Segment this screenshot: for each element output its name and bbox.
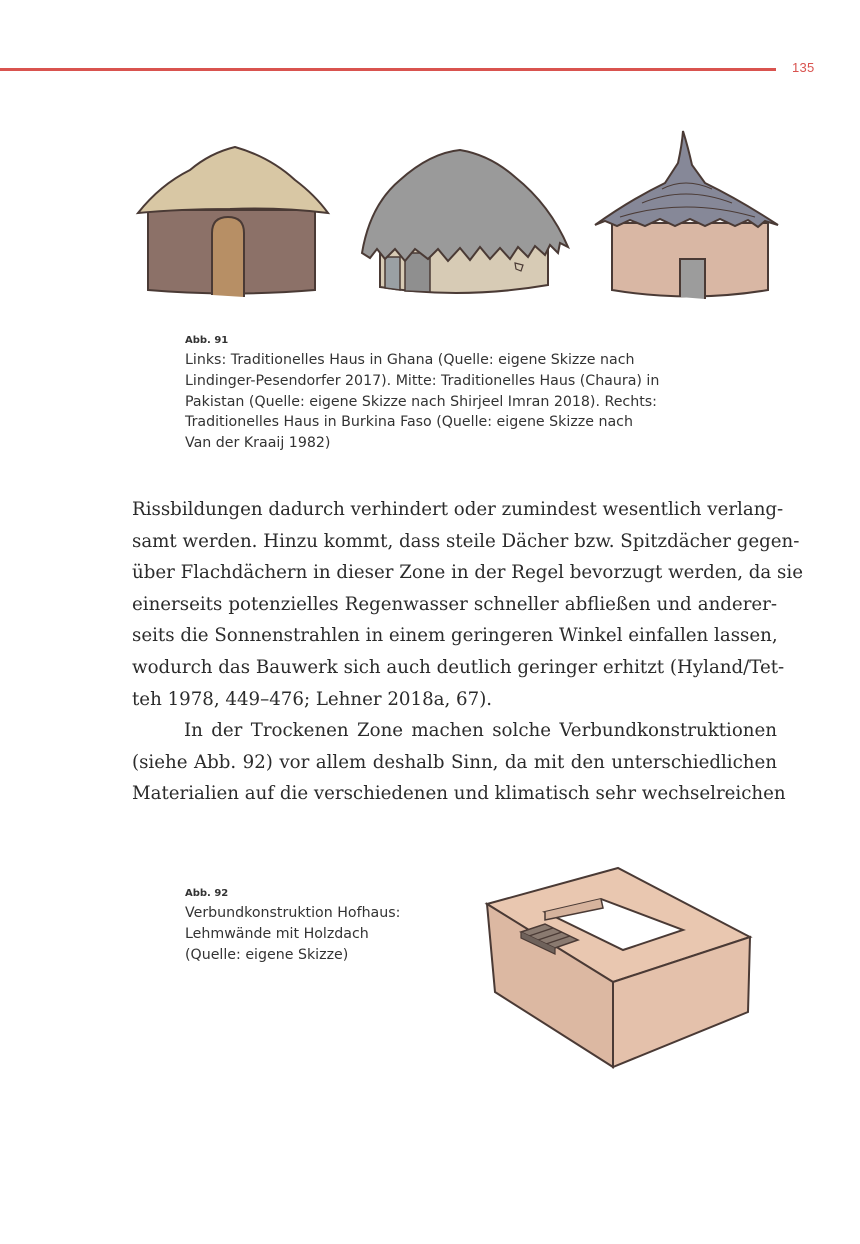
body-paragraphs [132, 494, 803, 810]
caption-line: Van der Kraaij 1982) [185, 435, 331, 452]
body-line: Rissbildungen dadurch verhindert oder zumindest wesentlich verlang- [132, 499, 784, 520]
caption-line: Pakistan (Quelle: eigene Skizze nach Shirjeel Imran 2018). Rechts: [185, 393, 657, 410]
header-rule [0, 68, 776, 71]
caption-line: Lindinger-Pesendorfer 2017). Mitte: Traditionelles Haus (Chaura) in [185, 372, 660, 389]
body-line: wodurch das Bauwerk sich auch deutlich geringer erhitzt (Hyland/Tet- [132, 656, 785, 678]
body-line: (siehe Abb. 92) vor allem deshalb Sinn, da mit den unterschiedlichen [132, 751, 777, 773]
page-number: 135 [792, 60, 815, 75]
figure-91-caption [185, 334, 660, 454]
figure-92-label: Abb. 92 [185, 888, 229, 899]
body-line: einerseits potenzielles Regenwasser schneller abfließen und anderer- [132, 593, 777, 615]
caption-line: Traditionelles Haus in Burkina Faso (Quelle: eigene Skizze nach [185, 414, 633, 431]
burkina-faso-house-sketch [595, 131, 778, 299]
body-line: samt werden. Hinzu kommt, dass steile Dächer bzw. Spitzdächer gegen- [132, 530, 800, 552]
figure-92-hofhaus-illustration [483, 862, 758, 1072]
body-line: über Flachdächern in dieser Zone in der Regel bevorzugt werden, da sie [132, 562, 803, 584]
ghana-house-sketch [138, 147, 328, 297]
caption-line: Verbundkonstruktion Hofhaus: [185, 905, 401, 921]
pakistan-house-sketch [362, 150, 568, 293]
caption-line: Lehmwände mit Holzdach [185, 925, 369, 942]
caption-line: (Quelle: eigene Skizze) [185, 946, 349, 963]
figure-92-caption [185, 887, 445, 965]
figure-91-illustration [130, 125, 785, 310]
body-line: teh 1978, 449–476; Lehner 2018a, 67). [132, 688, 493, 710]
figure-91-label: Abb. 91 [185, 335, 229, 346]
body-line: In der Trockenen Zone machen solche Verbundkonstruktionen [184, 720, 777, 742]
body-line: Materialien auf die verschiedenen und klimatisch sehr wechselreichen [132, 783, 786, 805]
body-line: seits die Sonnenstrahlen in einem geringeren Winkel einfallen lassen, [132, 625, 778, 647]
caption-line: Links: Traditionelles Haus in Ghana (Quelle: eigene Skizze nach [185, 352, 635, 368]
